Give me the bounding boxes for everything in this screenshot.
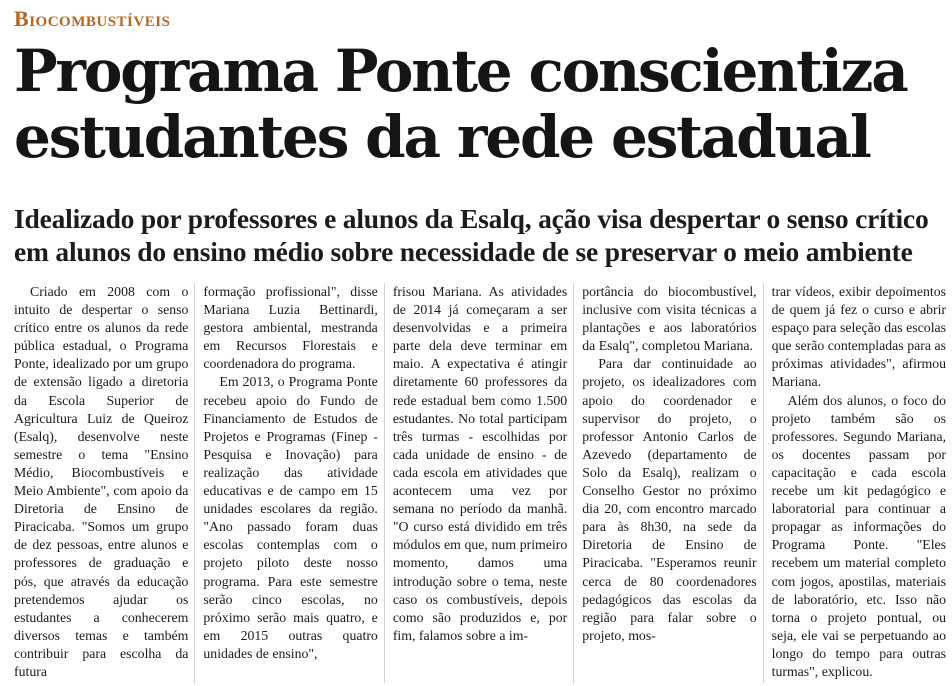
article-column-1 (14, 283, 195, 683)
headline (14, 38, 944, 170)
paragraph: formação profissional", disse Mariana Luzia Bettinardi, gestora ambiental, mestranda em Recursos Florestais e coordenadora do programa. (203, 284, 378, 372)
headline-line-1: Programa Ponte conscientiza (14, 37, 907, 105)
article-column-4 (582, 283, 763, 683)
subheadline-line-1: Idealizado por professores e alunos da Esalq, ação visa despertar o senso crítico (14, 203, 929, 234)
article-column-2 (203, 283, 384, 683)
article-column-3 (393, 283, 574, 683)
headline-line-2: estudantes da rede estadual (14, 103, 870, 171)
article-body (14, 283, 946, 683)
section-kicker: Biocombustíveis (14, 6, 171, 31)
paragraph: Criado em 2008 com o intuito de despertar o senso crítico entre os alunos da rede pública estadual, o Programa Ponte, idealizado por um grupo de extensão ligado a diretoria da Escola Superior de Agricultura Luiz de Queiroz (Esalq), desenvolve neste semestre o tema "Ensino Médio, Biocombustíveis e Meio Ambiente", com apoio da Diretoria de Ensino de Piracicaba. "Somos um grupo de dez pessoas, entre alunos e professores de graduação e pós, que através da educação pretendemos ajudar os estudantes a conhecerem diversos temas e também contribuir para escolha da futura (14, 284, 189, 679)
paragraph: Além dos alunos, o foco do projeto também são os professores. Segundo Mariana, os docentes passam por capacitação e cada escola recebe um kit pedagógico e laboratorial para continuar a propagar as informações do Programa Ponte. "Eles recebem um material completo com jogos, apostilas, materiais de laboratório, etc. Isso não torna o projeto pontual, ou seja, ele vai se perpetuando ao longo do tempo para outras turmas", explicou. (771, 392, 947, 679)
paragraph: frisou Mariana. As atividades de 2014 já começaram a ser desenvolvidas e a primeira parte dela deve terminar em maio. A expectativa é atingir diretamente 60 professores da rede estadual bem como 1.500 estudantes. No total participam três turmas - escolhidas por cada unidade de ensino - de cada escola em atividades que acontecem uma vez por semana no período da manhã. "O curso está dividido em três módulos em que, num primeiro momento, damos uma introdução sobre o tema, neste caso os combustíveis, depois como são produzidos e, por fim, falamos sobre a im- (392, 284, 568, 643)
paragraph: Para dar continuidade ao projeto, os idealizadores com apoio do coordenador e supervisor do projeto, o professor Antonio Carlos de Azevedo (departamento de Solo da Esalq), realizam o Conselho Gestor no próximo dia 20, com encontro marcado para às 8h30, na sede da Diretoria de Ensino de Piracicaba. "Esperamos reunir cerca de 80 coordenadores pedagógicos das escolas da região para falar sobre o projeto, mos- (582, 356, 757, 643)
paragraph: portância do biocombustível, inclusive com visita técnicas a plantações e aos laboratórios da Esalq", completou Mariana. (582, 284, 757, 354)
paragraph: trar vídeos, exibir depoimentos de quem já fez o curso e abrir espaço para seleção das escolas que serão contempladas para as próximas atividades", afirmou Mariana. (771, 284, 947, 390)
subheadline (14, 202, 944, 268)
subheadline-line-2: em alunos do ensino médio sobre necessidade de se preservar o meio ambiente (14, 236, 913, 267)
paragraph: Em 2013, o Programa Ponte recebeu apoio do Fundo de Financiamento de Estudos de Projetos e Programas (Finep - Pesquisa e Inovação) para realização das atividade educativas e de campo em 15 unidades escolares da região. "Ano passado foram duas escolas contemplas com o projeto piloto deste nosso programa. Para este semestre serão cinco escolas, no próximo serão mais quatro, e em 2015 outras quatro unidades de ensino", (203, 374, 378, 661)
article-column-5 (772, 283, 946, 683)
